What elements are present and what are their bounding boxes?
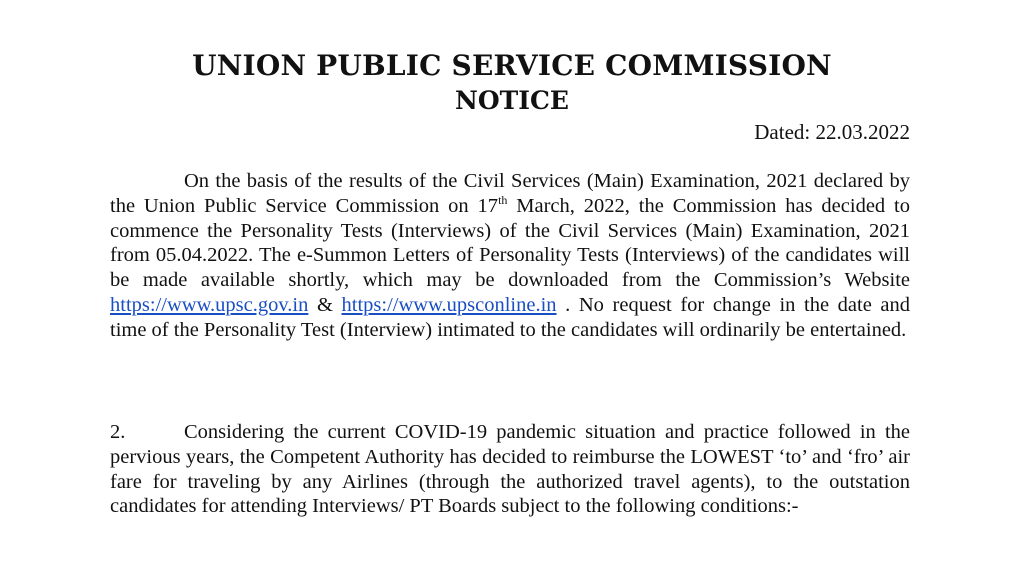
paragraph-1-text-a: On the basis of the results of the Civil Services (Main) Examination, 2021 declared by the Union Public Service Commission on 17 <box>110 170 910 217</box>
organization-heading: UNION PUBLIC SERVICE COMMISSION <box>192 49 832 82</box>
paragraph-2 <box>110 420 910 519</box>
paragraph-1-text-b: March, 2022, the Commission has decided to commence the Personality Tests (Interviews) of the Civil Services (Main) Examination, 2021 from 05.04.2022. The e-Summon Letters of Personality Tests (Interviews) of the candidates will be made available shortly, which may be downloaded from the Commission’s Website <box>110 194 910 292</box>
upsc-website-link[interactable]: https://www.upsc.gov.in <box>110 293 309 316</box>
notice-date: Dated: 22.03.2022 <box>754 120 910 144</box>
paragraph-1 <box>110 169 910 343</box>
notice-title: NOTICE <box>455 86 569 115</box>
link-separator: & <box>308 293 342 316</box>
upsconline-website-link[interactable]: https://www.upsconline.in <box>341 293 557 316</box>
paragraph-number: 2. <box>110 421 126 443</box>
paragraph-1-text-c: . No request for change in the date and time of the Personality Test (Interview) intimated to the candidates will ordinarily be entertained. <box>110 293 910 341</box>
paragraph-2-text: Considering the current COVID-19 pandemic situation and practice followed in the pervious years, the Competent Authority has decided to reimburse the LOWEST ‘to’ and ‘fro’ air fare for traveling by any Airlines (through the authorized travel agents), to the outstation candidates for attending Interviews/ PT Boards subject to the following conditions:- <box>110 421 910 518</box>
ordinal-suffix: th <box>498 192 508 207</box>
